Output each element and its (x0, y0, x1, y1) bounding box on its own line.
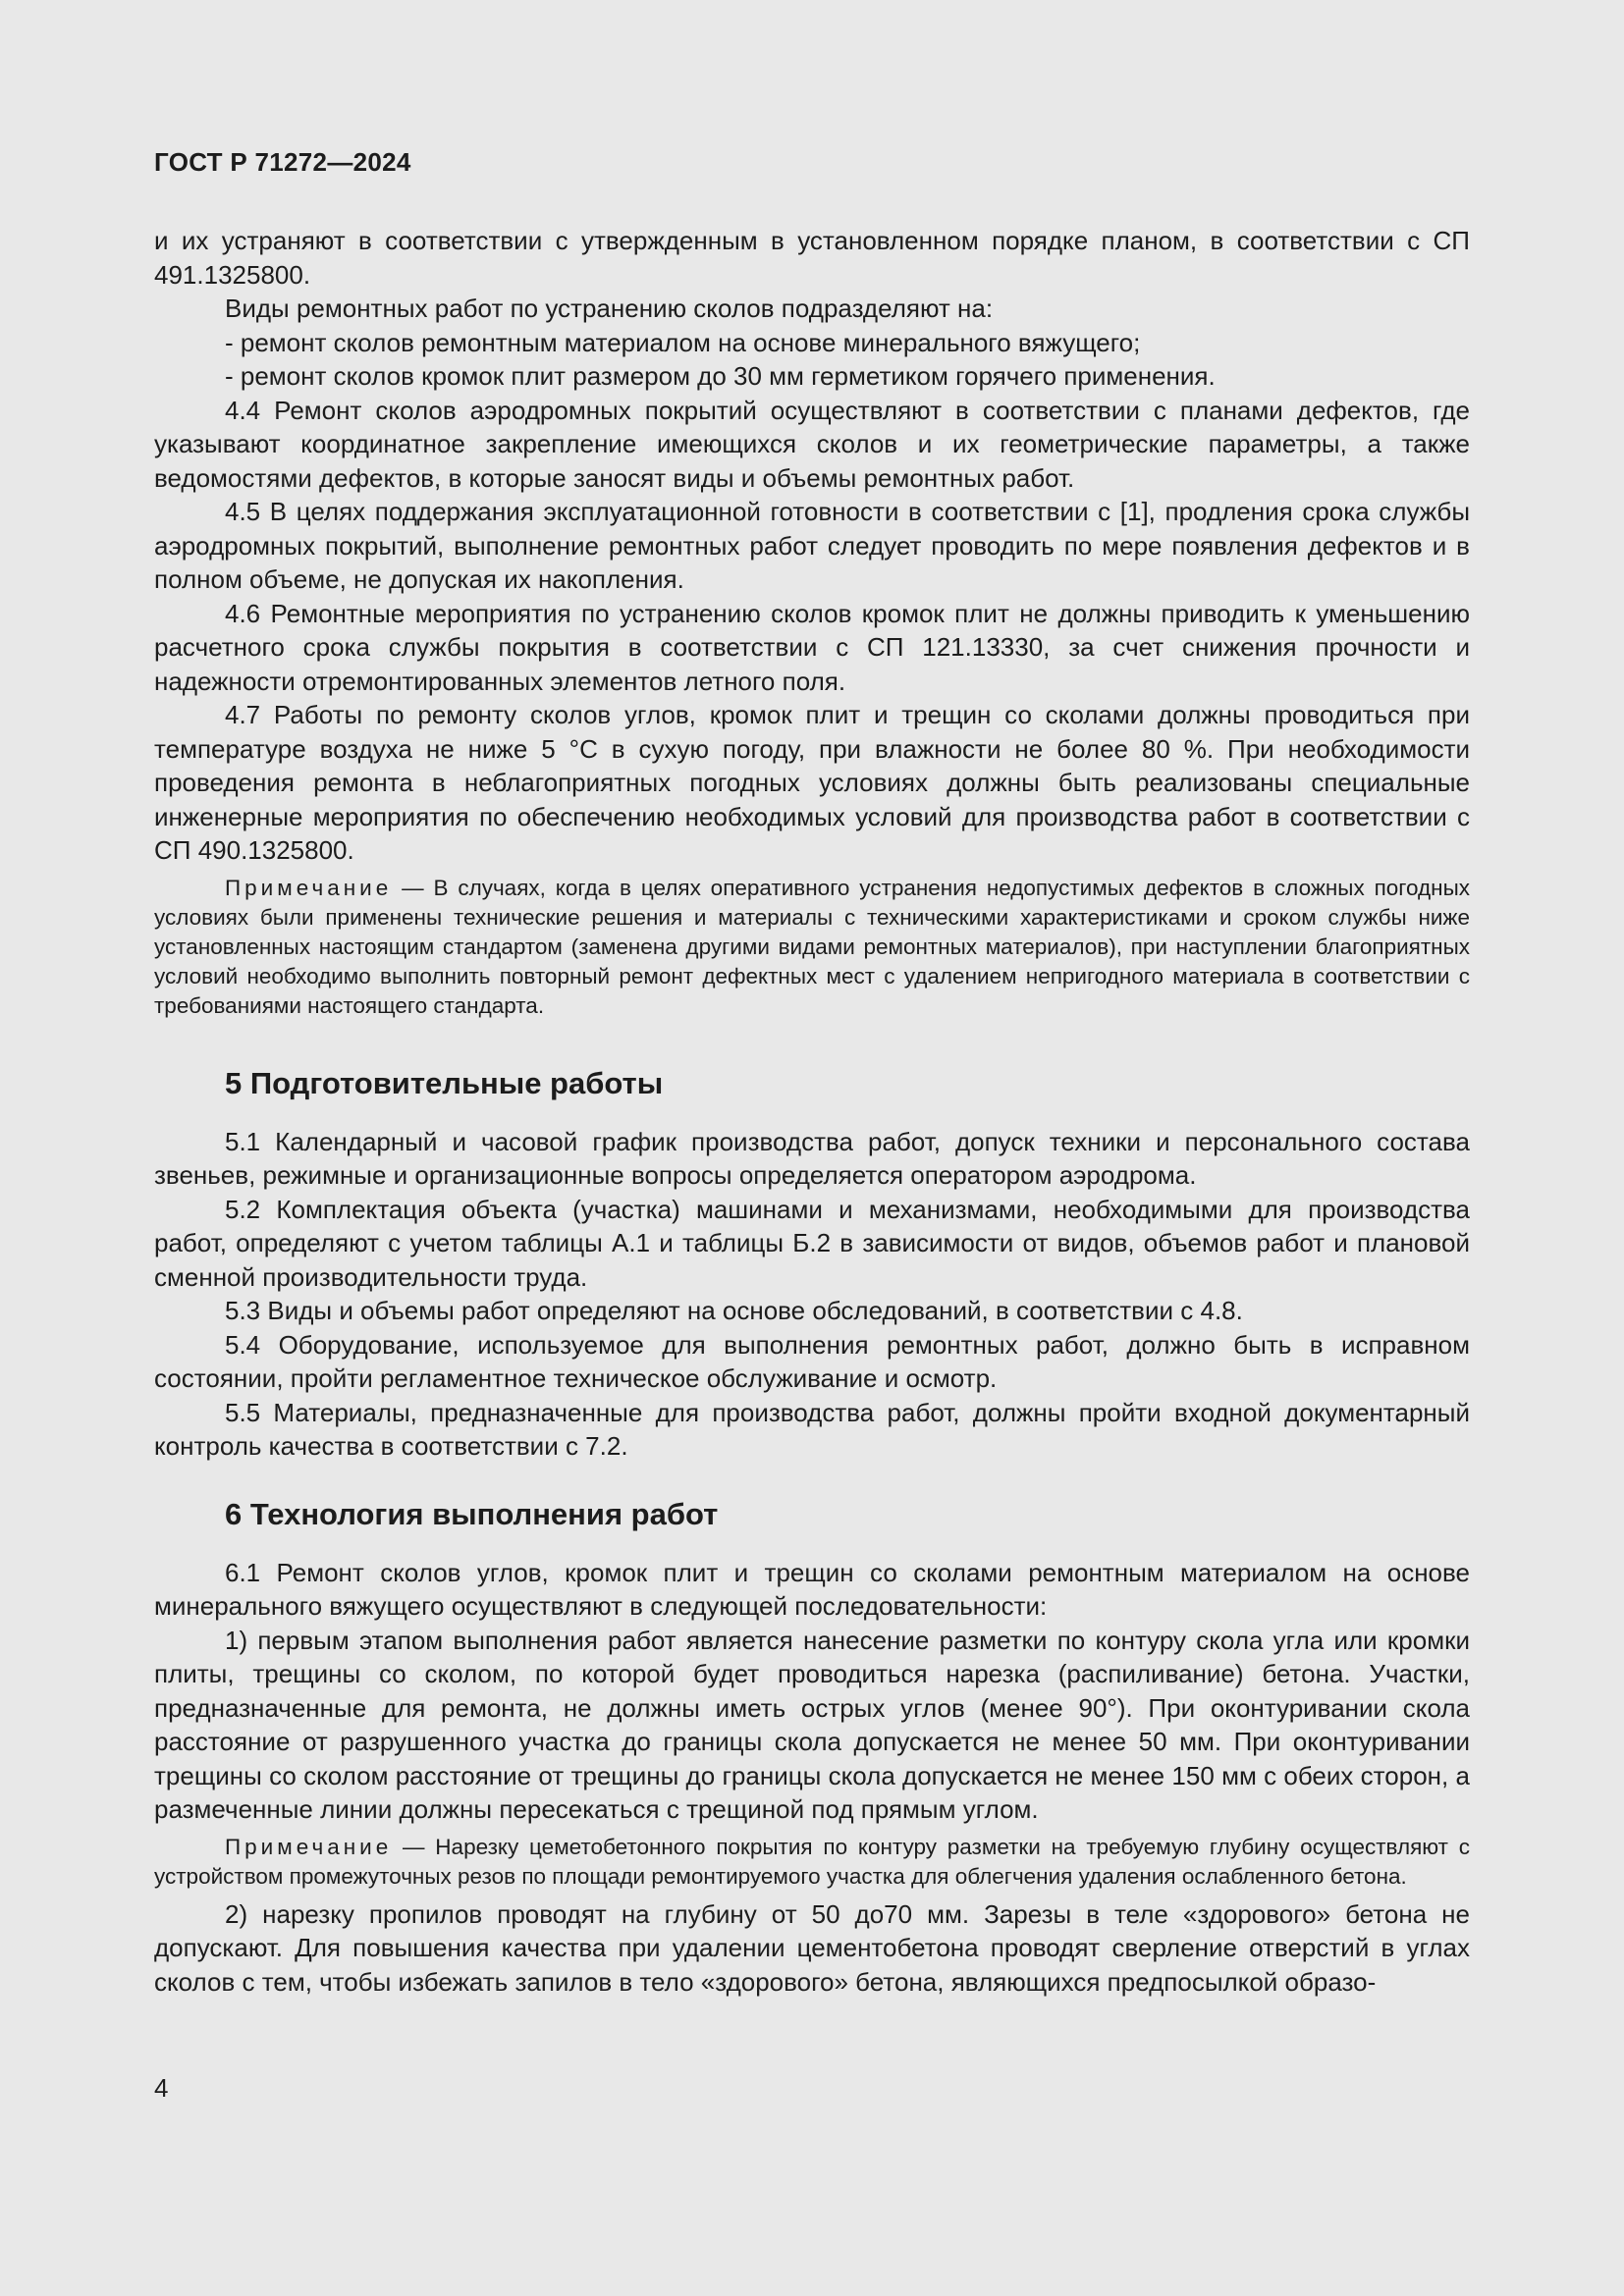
clause-5-4: 5.4 Оборудование, используемое для выполнения ремонтных работ, должно быть в исправном состоянии, пройти регламентное техническое обслуживание и осмотр. (154, 1329, 1470, 1393)
clause-5-3: 5.3 Виды и объемы работ определяют на основе обследований, в соответствии с 4.8. (225, 1296, 1243, 1325)
clause-6-1-step-2: 2) нарезку пропилов проводят на глубину от 50 до70 мм. Зарезы в теле «здорового» бетона не допускают. Для повышения качества при удалении цементобетона проводят сверление отверстий в углах сколов с тем, чтобы избежать запилов в тело «здорового» бетона, являющихся предпосылкой образо- (154, 1898, 1470, 1997)
page-number: 4 (154, 2073, 169, 2103)
note-1 (154, 874, 1470, 1021)
clause-6-1: 6.1 Ремонт сколов углов, кромок плит и трещин со сколами ремонтным материалом на основе минерального вяжущего осуществляют в следующей последовательности: (154, 1557, 1470, 1621)
note-label: Примечание (225, 1834, 393, 1859)
clause-5-2: 5.2 Комплектация объекта (участка) машинами и механизмами, необходимыми для производства работ, определяют с учетом таблицы А.1 и таблицы Б.2 в зависимости от видов, объемов работ и плановой сменной производительности труда. (154, 1194, 1470, 1292)
list-item: - ремонт сколов кромок плит размером до 30 мм герметиком горячего применения. (225, 361, 1216, 391)
note-text: — В случаях, когда в целях оперативного устранения недопустимых дефектов в сложных погодных условиях были применены технические решения и материалы с техническими характеристиками и сроком службы ниже установленных настоящим стандартом (заменена другими видами ремонтных материалов), при наступлении благоприятных условий необходимо выполнить повторный ремонт дефектных мест с удалением непригодного материала в соответствии с требованиями настоящего стандарта. (154, 875, 1470, 1018)
section-5-title: 5 Подготовительные работы (225, 1065, 664, 1100)
clause-6-1-step-1: 1) первым этапом выполнения работ является нанесение разметки по контуру скола угла или кромки плиты, трещины со сколом, по которой будет проводиться нарезка (распиливание) бетона. Участки, предназначенные для ремонта, не должны иметь острых углов (менее 90°). При оконтуривании скола расстояние от разрушенного участка до границы скола допускается не менее 50 мм. При оконтуривании трещины со сколом расстояние от трещины до границы скола допускается не менее 150 мм с обеих сторон, а размеченные линии должны пересекаться с трещиной под прямым углом. (154, 1625, 1470, 1824)
paragraph: Виды ремонтных работ по устранению сколов подразделяют на: (225, 294, 994, 323)
clause-4-6: 4.6 Ремонтные мероприятия по устранению сколов кромок плит не должны приводить к уменьшению расчетного срока службы покрытия в соответствии с СП 121.13330, за счет снижения прочности и надежности отремонтированных элементов летного поля. (154, 598, 1470, 696)
section-6-title: 6 Технология выполнения работ (225, 1496, 719, 1531)
clause-4-7: 4.7 Работы по ремонту сколов углов, кромок плит и трещин со сколами должны проводиться при температуре воздуха не ниже 5 °С в сухую погоду, при влажности не более 80 %. При необходимости проведения ремонта в неблагоприятных погодных условиях должны быть реализованы специальные инженерные мероприятия по обеспечению необходимых условий для производства работ в соответствии с СП 490.1325800. (154, 700, 1470, 865)
clause-4-4: 4.4 Ремонт сколов аэродромных покрытий осуществляют в соответствии с планами дефектов, где указывают координатное закрепление имеющихся сколов и их геометрические параметры, а также ведомостями дефектов, в которые заносят виды и объемы ремонтных работ. (154, 395, 1470, 493)
note-label: Примечание (225, 875, 393, 900)
clause-5-5: 5.5 Материалы, предназначенные для производства работ, должны пройти входной документарный контроль качества в соответствии с 7.2. (154, 1397, 1470, 1461)
document-body (154, 224, 1470, 1999)
clause-4-5: 4.5 В целях поддержания эксплуатационной готовности в соответствии с [1], продления срока службы аэродромных покрытий, выполнение ремонтных работ следует проводить по мере появления дефектов и в полном объеме, не допуская их накопления. (154, 497, 1470, 594)
list-item: - ремонт сколов ремонтным материалом на основе минерального вяжущего; (225, 327, 1141, 357)
document-header: ГОСТ Р 71272—2024 (154, 147, 411, 177)
note-text: — Нарезку цеметобетонного покрытия по контуру разметки на требуемую глубину осуществляют с устройством промежуточных резов по площади ремонтируемого участка для облегчения удаления ослабленного бетона. (154, 1834, 1470, 1889)
paragraph: и их устраняют в соответствии с утвержденным в установленном порядке планом, в соответствии с СП 491.1325800. (154, 226, 1470, 290)
note-2 (154, 1833, 1470, 1892)
clause-5-1: 5.1 Календарный и часовой график производства работ, допуск техники и персонального состава звеньев, режимные и организационные вопросы определяется оператором аэродрома. (154, 1126, 1470, 1190)
